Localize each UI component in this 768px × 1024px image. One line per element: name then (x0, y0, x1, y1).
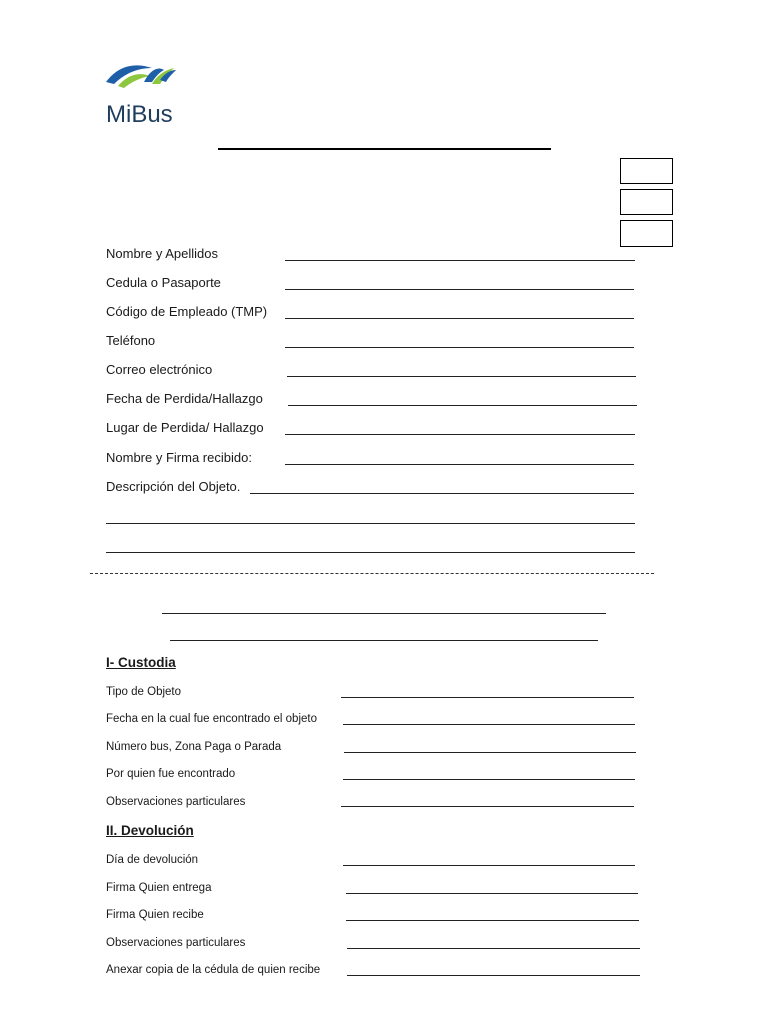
center-line-1[interactable] (162, 613, 606, 614)
custodia-label-observaciones: Observaciones particulares (106, 796, 246, 808)
devolucion-label-entrega: Firma Quien entrega (106, 882, 212, 894)
code-box-1[interactable] (620, 158, 673, 184)
field-telefono[interactable] (285, 347, 634, 348)
devolucion-label-observaciones: Observaciones particulares (106, 937, 246, 949)
field-label-codigo: Código de Empleado (TMP) (106, 304, 268, 319)
brand-name: MiBus (106, 101, 173, 128)
title-line (218, 148, 551, 150)
devolucion-field-anexar[interactable] (347, 975, 640, 976)
field-label-nombre: Nombre y Apellidos (106, 246, 218, 261)
code-box-3[interactable] (620, 220, 673, 247)
cut-line (90, 573, 654, 574)
field-nombre[interactable] (285, 260, 635, 261)
custodia-field-observaciones[interactable] (341, 806, 634, 807)
field-fecha[interactable] (288, 405, 637, 406)
code-box-2[interactable] (620, 189, 673, 215)
field-correo[interactable] (287, 376, 636, 377)
field-label-cedula: Cedula o Pasaporte (106, 275, 221, 290)
custodia-label-tipo: Tipo de Objeto (106, 686, 182, 698)
field-label-fecha: Fecha de Perdida/Hallazgo (106, 391, 263, 406)
section-heading-custodia: I- Custodia (106, 655, 176, 670)
field-descripcion-line-3[interactable] (106, 552, 635, 553)
devolucion-field-entrega[interactable] (346, 893, 638, 894)
field-descripcion-line-2[interactable] (106, 523, 635, 524)
devolucion-label-recibe: Firma Quien recibe (106, 909, 204, 921)
mibus-logo-icon (104, 60, 178, 100)
center-line-2[interactable] (170, 640, 598, 641)
custodia-field-encontrado[interactable] (343, 779, 635, 780)
devolucion-field-recibe[interactable] (346, 920, 639, 921)
devolucion-field-dia[interactable] (343, 865, 635, 866)
custodia-field-tipo[interactable] (341, 697, 634, 698)
devolucion-label-anexar: Anexar copia de la cédula de quien recibe (106, 964, 321, 976)
field-lugar[interactable] (285, 434, 635, 435)
custodia-field-fecha[interactable] (343, 724, 635, 725)
field-label-descripcion: Descripción del Objeto. (106, 479, 241, 494)
field-descripcion[interactable] (250, 493, 634, 494)
section-heading-devolucion: II. Devolución (106, 823, 194, 838)
devolucion-label-dia: Día de devolución (106, 854, 199, 866)
custodia-label-bus: Número bus, Zona Paga o Parada (106, 741, 282, 753)
custodia-label-encontrado: Por quien fue encontrado (106, 768, 236, 780)
field-label-firma-recibido: Nombre y Firma recibido: (106, 450, 252, 465)
field-label-telefono: Teléfono (106, 333, 156, 348)
field-label-lugar: Lugar de Perdida/ Hallazgo (106, 420, 264, 435)
field-label-correo: Correo electrónico (106, 362, 213, 377)
field-codigo[interactable] (285, 318, 634, 319)
custodia-label-fecha: Fecha en la cual fue encontrado el objeto (106, 713, 317, 725)
devolucion-field-observaciones[interactable] (347, 948, 640, 949)
field-firma-recibido[interactable] (285, 464, 634, 465)
field-cedula[interactable] (285, 289, 634, 290)
custodia-field-bus[interactable] (344, 752, 636, 753)
